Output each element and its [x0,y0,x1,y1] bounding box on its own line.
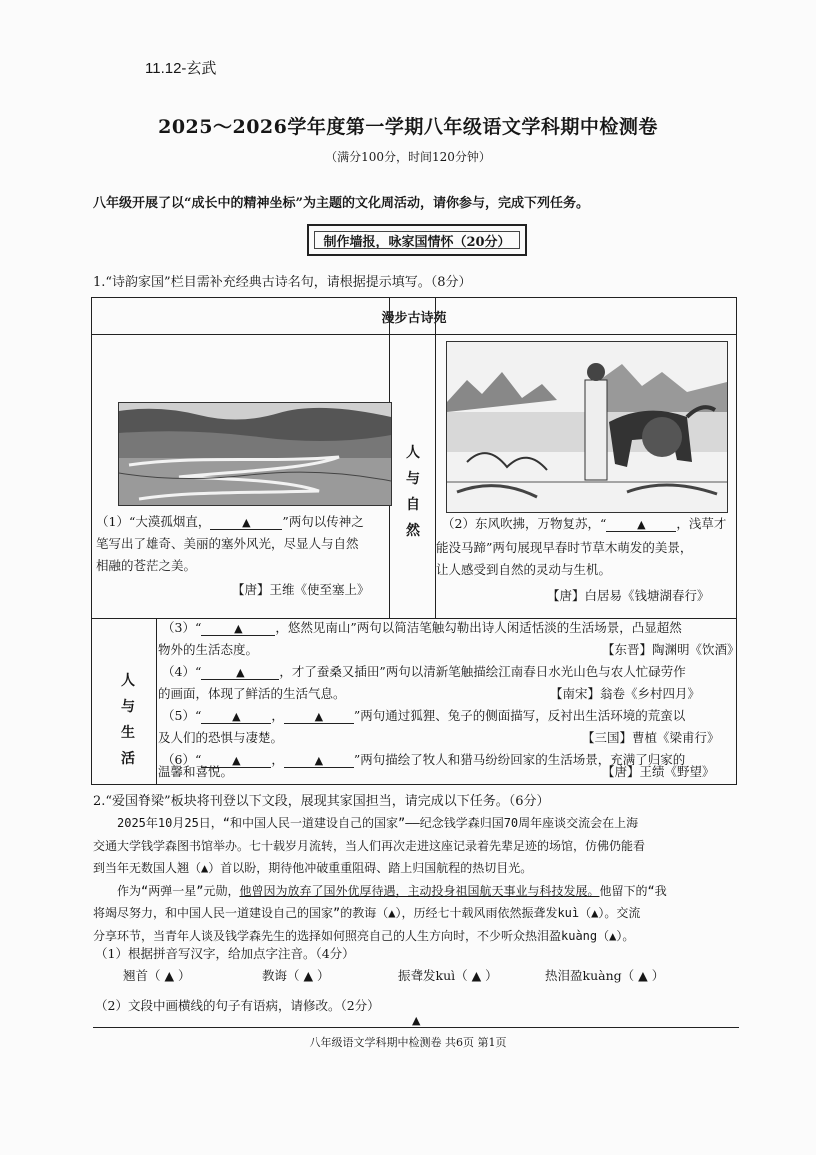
pinyin-item[interactable]: 热泪盈kuàng（ ▲ ） [545,968,665,983]
item-1-line-2: 笔写出了雄奇、美丽的塞外风光，尽显人与自然 [96,536,359,551]
item-4-line-1: （4）“ ▲ ，才了蚕桑又插田”两句以清新笔触描绘江南春日水光山色与农人忙碌劳作 [162,664,686,679]
sub-question-2-prompt: （2）文段中画横线的句子有语病，请修改。（2分） [95,998,380,1013]
item-4-source: 【南宋】翁卷《乡村四月》 [550,686,701,701]
item-6-source: 【唐】王绩《野望》 [602,764,715,779]
pinyin-item[interactable]: 振聋发kuì（ ▲ ） [398,968,498,983]
answer-blank[interactable]: ▲ [284,752,354,768]
item-3-line-1: （3）“ ▲ ，悠然见南山”两句以简洁笔触勾勒出诗人闲适恬淡的生活场景，凸显超然 [162,620,682,635]
header-tag: 11.12-玄武 [145,60,217,77]
item-1-line-3: 相融的苍茫之美。 [96,558,197,573]
answer-blank[interactable]: ▲ [210,514,282,530]
answer-blank[interactable]: ▲ [201,620,275,636]
pinyin-item[interactable]: 教诲（ ▲ ） [262,968,330,983]
passage-line: 分享环节，当青年人谈及钱学森先生的选择如何照亮自己的人生方向时，不少听众热泪盈kuàng（▲）。 [93,928,635,943]
intro-text: 八年级开展了以“成长中的精神坐标”为主题的文化周活动，请你参与，完成下列任务。 [93,196,589,211]
passage-line: 作为“两弹一星”元勋，他曾因为放弃了国外优厚待遇，主动投身祖国航天事业与科技发展。他留下的“我 [93,883,667,898]
item-4-line-2: 的画面，体现了鲜活的生活气息。 [158,686,346,701]
table-header: 漫步古诗苑 [381,311,447,326]
pinyin-item[interactable]: 翘首（ ▲ ） [123,968,191,983]
item-2-line-2: 能没马蹄”两句展现早春时节草木萌发的美景， [436,540,693,555]
answer-mark[interactable]: ▲ [412,1014,421,1027]
item-6-line-1: （6）“ ▲ ， ▲ ”两句描绘了牧人和猎马纷纷回家的生活场景，充满了归家的 [162,752,686,767]
answer-blank[interactable]: ▲ [606,516,676,532]
poetry-table [91,297,740,785]
answer-blank[interactable]: ▲ [201,664,279,680]
exam-subtitle: （满分100分，时间120分钟） [325,150,491,164]
theme-nature-label: 人 与 自 然 [406,445,420,539]
poet-with-horse-image [446,341,728,513]
item-3-line-2: 物外的生活态度。 [158,642,259,657]
page-footer: 八年级语文学科期中检测卷 共6页 第1页 [309,1036,507,1049]
section-box [307,224,527,256]
passage-line: 将竭尽努力，和中国人民一道建设自己的国家”的教诲（▲），历经七十载风雨依然振聋发kuì（▲）。交流 [93,906,641,920]
flawed-sentence: 他曾因为放弃了国外优厚待遇，主动投身祖国航天事业与科技发展。 [239,883,600,898]
passage-line: 交通大学钱学森图书馆举办。七十载岁月流转，当人们再次走进这座记录着先辈足迹的场馆，仿佛仍能看 [93,838,646,853]
desert-landscape-image [118,402,392,506]
question-1-prompt: 1.“诗韵家国”栏目需补充经典古诗名句，请根据提示填写。（8分） [93,275,472,290]
item-2-line-1: （2）东风吹拂，万物复苏，“ ▲ ，浅草才 [442,516,727,531]
item-2-line-3: 让人感受到自然的灵动与生机。 [436,562,612,577]
answer-blank[interactable]: ▲ [201,752,271,768]
answer-blank[interactable]: ▲ [201,708,271,724]
sub-question-1-prompt: （1）根据拼音写汉字，给加点字注音。（4分） [95,946,355,961]
item-5-line-1: （5）“ ▲ ， ▲ ”两句通过狐狸、兔子的侧面描写，反衬出生活环境的荒蛮以 [162,708,686,723]
item-1-line-1: （1）“大漠孤烟直， ▲ ”两句以传神之 [96,514,364,529]
item-3-source: 【东晋】陶渊明《饮酒》 [602,642,740,657]
footer-rule [93,1027,739,1028]
item-6-line-2: 温馨和喜悦。 [158,764,234,779]
item-5-source: 【三国】曹植《梁甫行》 [582,730,720,745]
passage-line: 到当年无数国人翘（▲）首以盼，期待他冲破重重阻碍、踏上归国航程的热切目光。 [93,861,533,875]
item-2-source: 【唐】白居易《钱塘湖春行》 [547,588,710,603]
passage-line: 2025年10月25日，“和中国人民一道建设自己的国家”——纪念钱学森归国70周年座谈交流会在上海 [93,816,639,830]
section-box-label: 制作墙报，咏家国情怀（20分） [323,234,511,250]
theme-life-label: 人 与 生 活 [121,673,135,767]
answer-blank[interactable]: ▲ [284,708,354,724]
exam-title: 2025～2026学年度第一学期八年级语文学科期中检测卷 [158,116,658,138]
item-5-line-2: 及人们的恐惧与凄楚。 [158,730,284,745]
question-2-prompt: 2.“爱国脊梁”板块将刊登以下文段，展现其家国担当，请完成以下任务。（6分） [93,794,550,809]
item-1-source: 【唐】王维《使至塞上》 [232,582,370,597]
passage [93,812,723,947]
